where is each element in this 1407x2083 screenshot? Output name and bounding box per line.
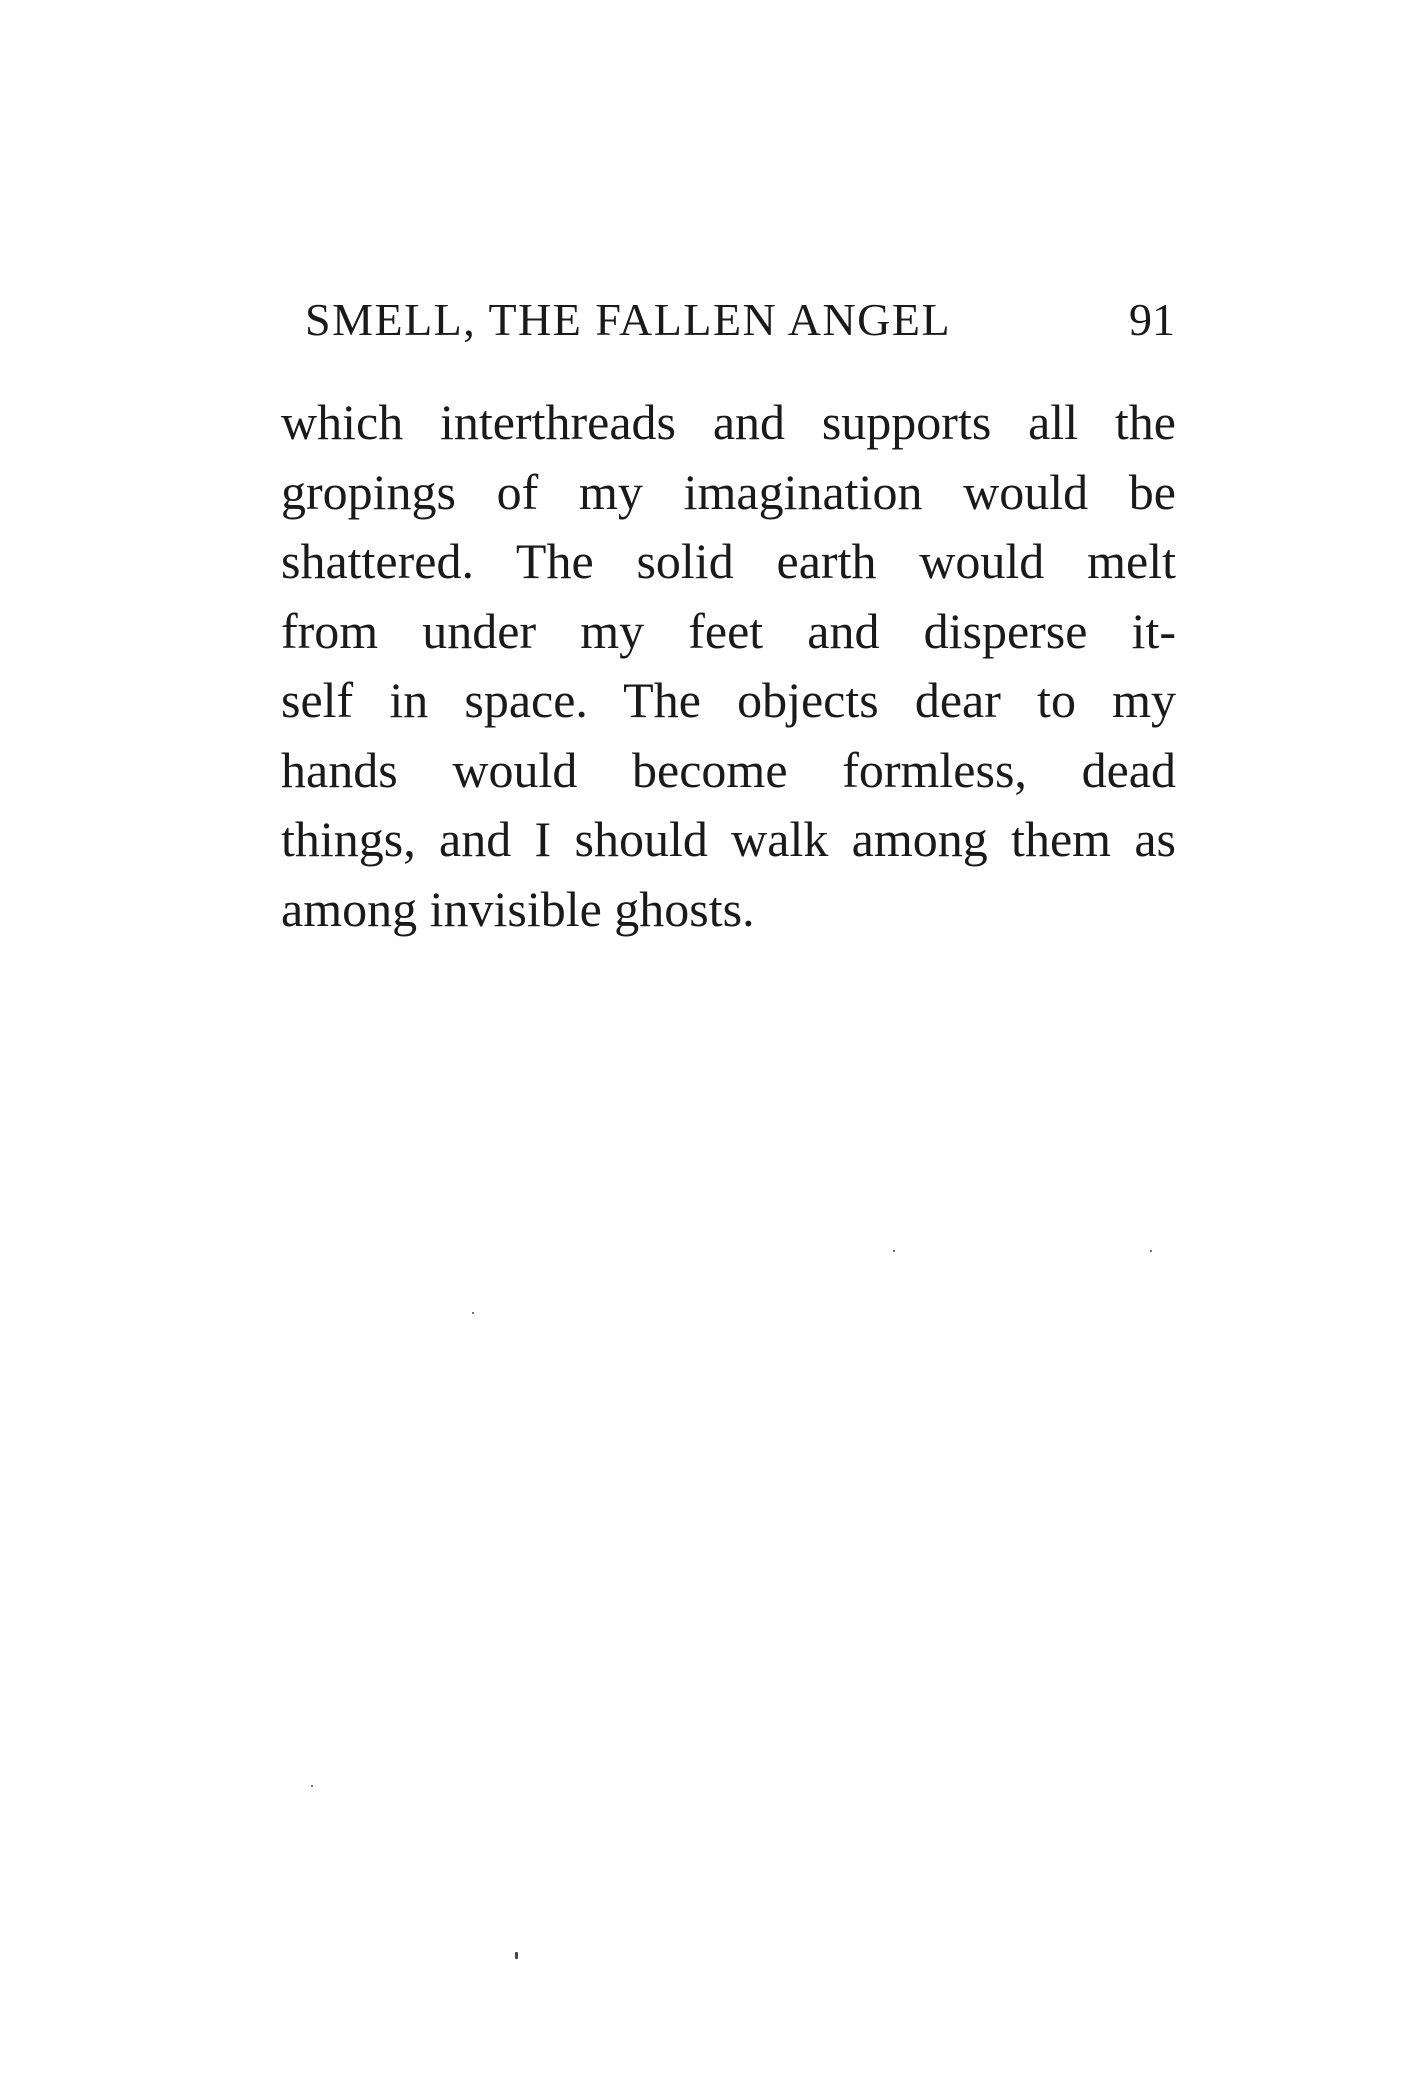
running-title: SMELL, THE FALLEN ANGEL	[305, 294, 952, 345]
scan-speck	[893, 1250, 895, 1252]
text-line: from under my feet and disperse it-	[281, 602, 1176, 659]
text-line: shattered. The solid earth would melt	[281, 533, 1176, 589]
text-line: among invisible ghosts.	[281, 880, 755, 937]
text-line: gropings of my imagination would be	[281, 463, 1176, 520]
scan-speck	[515, 1952, 518, 1959]
page-number: 91	[1129, 294, 1175, 345]
scan-speck	[311, 1785, 313, 1787]
text-line: things, and I should walk among them as	[281, 811, 1176, 867]
text-line: self in space. The objects dear to my	[281, 672, 1176, 728]
text-line: hands would become formless, dead	[281, 741, 1176, 798]
text-line: which interthreads and supports all the	[281, 394, 1176, 450]
running-head	[305, 293, 1175, 353]
scan-speck	[472, 1312, 474, 1314]
scan-speck	[1150, 1250, 1152, 1252]
body-paragraph	[281, 388, 1176, 944]
